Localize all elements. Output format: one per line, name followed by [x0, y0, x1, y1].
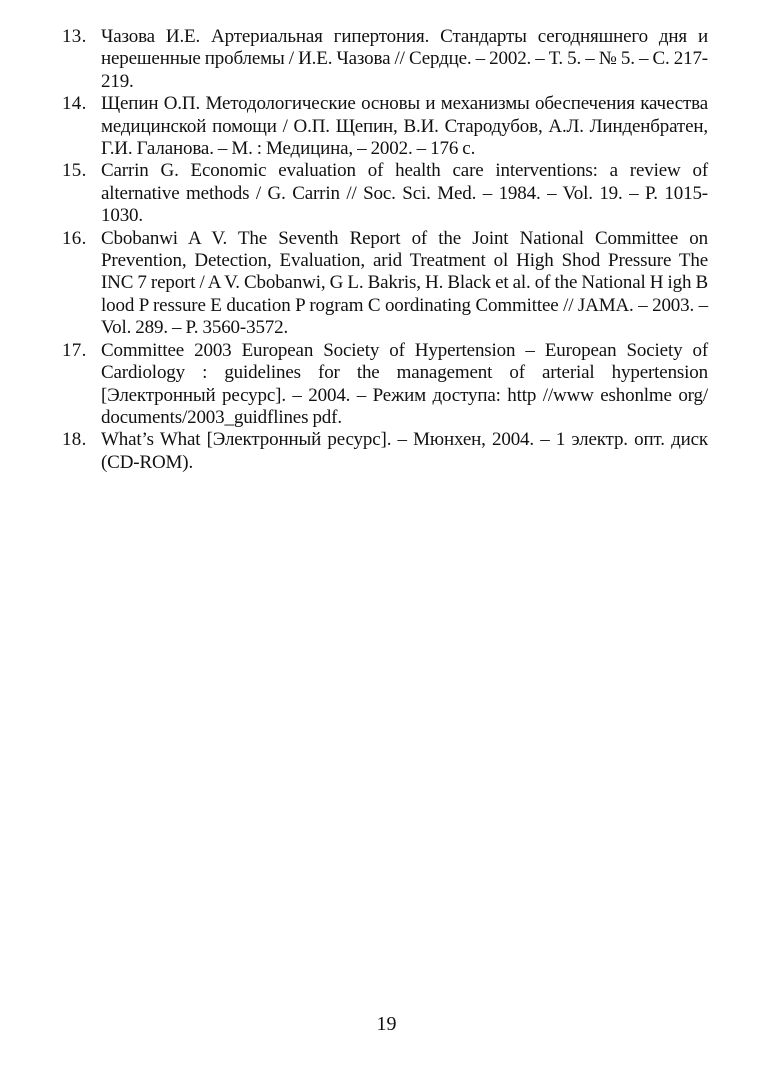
- page-number: 19: [376, 1013, 397, 1035]
- reference-number: 16.: [62, 227, 87, 249]
- reference-item-16: [62, 228, 708, 340]
- reference-number: 17.: [62, 339, 87, 361]
- reference-text: Щепин О.П. Методологические основы и механизмы обеспечения качества медицинской помощи / О.П. Щепин, В.И. Стародубов, А.Л. Линденбратен, Г.И. Галанова. – М. : Медицина, – 2002. – 176 с.: [101, 93, 708, 160]
- reference-item-13: [62, 26, 708, 93]
- reference-text: What’s What [Электронный ресурс]. – Мюнхен, 2004. – 1 электр. опт. диск (CD-ROM).: [101, 429, 708, 473]
- reference-number: 14.: [62, 93, 87, 115]
- reference-item-15: [62, 160, 708, 227]
- reference-list: [62, 26, 708, 474]
- reference-text: Cbobanwi A V. The Seventh Report of the Joint National Committee on Prevention, Detection, Evaluation, arid Treatment ol High Shod Pressure The INC 7 report / A V. Cbobanwi, G L. Bakris, H. Black et al. of the National H igh B lood P ressure E ducation P rogram C oordinating Committee // JAMA. – 2003. – Vol. 289. – P. 3560-3572.: [101, 227, 708, 339]
- reference-number: 13.: [62, 26, 87, 47]
- reference-text: Чазова И.Е. Артериальная гипертония. Стандарты сегодняшнего дня и нерешенные проблемы / И.Е. Чазова // Сердце. – 2002. – Т. 5. – № 5. – С. 217-219.: [101, 26, 708, 92]
- reference-item-14: [62, 93, 708, 160]
- reference-text: Committee 2003 European Society of Hypertension – European Society of Cardiology : guidelines for the management of arterial hypertension [Электронный ресурс]. – 2004. – Режим доступа: http //www eshonlme org/ documents/2003_guidflines pdf.: [101, 339, 708, 428]
- reference-item-17: [62, 340, 708, 430]
- reference-item-18: [62, 429, 708, 474]
- reference-number: 15.: [62, 160, 87, 182]
- reference-number: 18.: [62, 429, 87, 451]
- reference-text: Carrin G. Economic evaluation of health care interventions: a review of alternative methods / G. Carrin // Soc. Sci. Med. – 1984. – Vol. 19. – P. 1015-1030.: [101, 160, 708, 227]
